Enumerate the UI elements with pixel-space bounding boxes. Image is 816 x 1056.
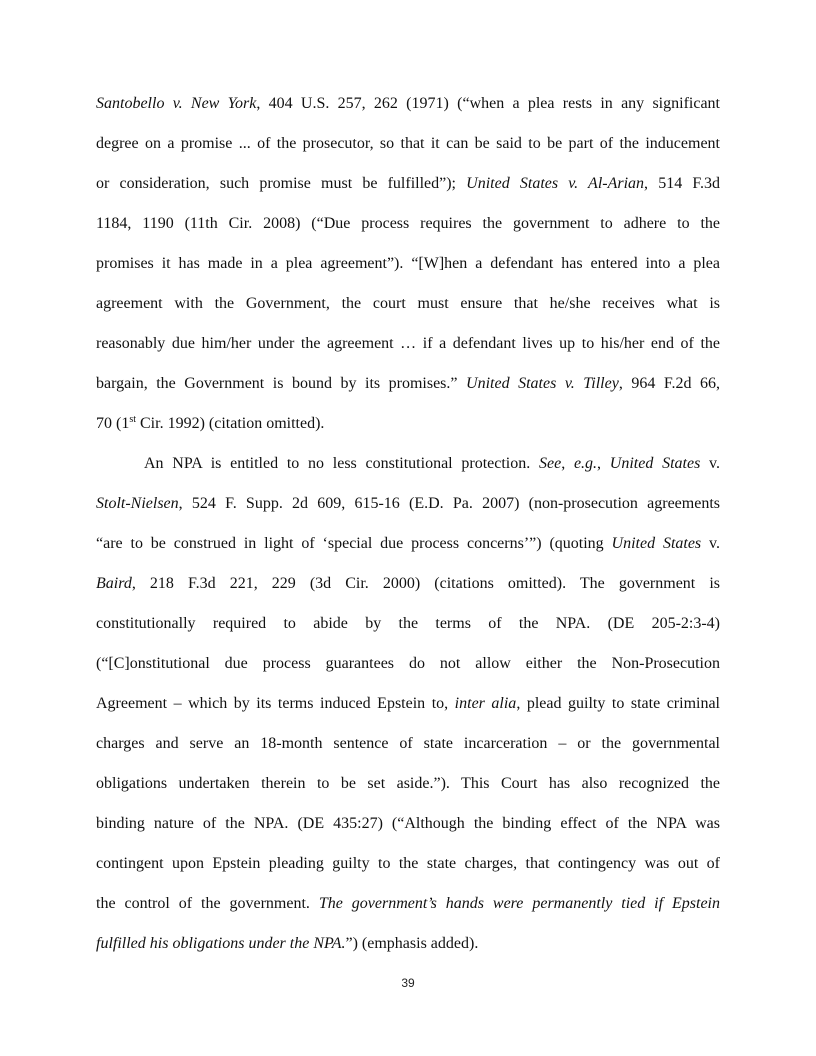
case-citation: United States — [609, 455, 701, 472]
text-segment: , — [561, 455, 574, 472]
text-segment: promises it has made in a plea agreement”). “[W]hen a defendant has entered into a plea — [96, 255, 720, 272]
case-citation: Baird — [96, 575, 132, 592]
text-segment: , 524 F. Supp. 2d 609, 615-16 (E.D. Pa. 2007) (non-prosecution agreements — [178, 495, 720, 512]
text-segment: contingent upon Epstein pleading guilty to the state charges, that contingency was out of — [96, 855, 720, 872]
text-segment: , 514 F.3d — [644, 175, 720, 192]
text-segment: v. — [701, 535, 720, 552]
text-line — [96, 684, 720, 724]
text-segment: charges and serve an 18-month sentence of state incarceration – or the governmental — [96, 735, 720, 752]
text-line — [96, 324, 720, 364]
text-segment: degree on a promise ... of the prosecutor, so that it can be said to be part of the inducement — [96, 135, 720, 152]
text-segment: v. — [700, 455, 721, 472]
text-segment: or consideration, such promise must be fulfilled”); — [96, 175, 467, 192]
text-line — [96, 764, 720, 804]
paragraph-case-law-plea — [96, 84, 720, 444]
text-segment: binding nature of the NPA. (DE 435:27) (“Although the binding effect of the NPA was — [96, 815, 720, 832]
text-line — [96, 844, 720, 884]
text-line — [96, 364, 720, 404]
text-segment: 1184, 1190 (11th Cir. 2008) (“Due process requires the government to adhere to the — [96, 215, 720, 232]
text-segment: , — [597, 455, 610, 472]
text-line — [96, 164, 720, 204]
text-segment: , 218 F.3d 221, 229 (3d Cir. 2000) (citations omitted). The government is — [131, 575, 720, 592]
text-segment: (“[C]onstitutional due process guarantees do not allow either the Non-Prosecution — [96, 655, 720, 672]
case-citation: United States v. Tilley — [466, 375, 619, 392]
signal-word: e.g. — [573, 455, 598, 472]
text-segment: bargain, the Government is bound by its promises.” — [96, 375, 467, 392]
text-segment: 70 (1 — [96, 415, 130, 432]
signal-word: See — [538, 455, 562, 472]
case-citation: United States — [611, 535, 702, 552]
page-number: 39 — [401, 976, 415, 990]
text-segment: the control of the government. — [96, 895, 319, 912]
paragraph-npa-protection — [96, 444, 720, 964]
text-line — [96, 84, 720, 124]
text-segment: , 964 F.2d 66, — [618, 375, 721, 392]
text-line — [96, 564, 720, 604]
text-line — [96, 284, 720, 324]
text-line — [96, 604, 720, 644]
case-citation: United States v. Al-Arian — [466, 175, 645, 192]
text-segment: constitutionally required to abide by the terms of the NPA. (DE 205-2:3-4) — [96, 615, 720, 632]
latin-term: inter alia — [454, 695, 517, 712]
text-line — [96, 244, 720, 284]
text-line — [96, 484, 720, 524]
text-line — [96, 124, 720, 164]
text-segment: reasonably due him/her under the agreement … if a defendant lives up to his/her end of the — [96, 335, 720, 352]
text-line — [96, 644, 720, 684]
text-segment: , plead guilty to state criminal — [516, 695, 721, 712]
text-line — [96, 444, 720, 484]
text-segment: agreement with the Government, the court must ensure that he/she receives what is — [96, 295, 720, 312]
text-line — [96, 524, 720, 564]
case-citation: Santobello v. New York — [96, 95, 257, 112]
text-line — [96, 804, 720, 844]
text-segment: Cir. 1992) (citation omitted). — [136, 415, 325, 432]
ordinal-superscript: st — [129, 414, 136, 425]
text-line — [96, 724, 720, 764]
text-segment: obligations undertaken therein to be set aside.”). This Court has also recognized the — [96, 775, 720, 792]
text-line — [96, 884, 720, 924]
text-segment: ”) (emphasis added). — [345, 935, 479, 952]
document-page — [96, 84, 720, 964]
text-segment: , 404 U.S. 257, 262 (1971) (“when a plea rests in any significant — [256, 95, 720, 112]
emphasized-quote: The government’s hands were permanently tied if Epstein — [318, 895, 720, 912]
text-line — [96, 924, 720, 964]
emphasized-quote: fulfilled his obligations under the NPA. — [96, 935, 346, 952]
text-segment: “are to be construed in light of ‘special due process concerns’”) (quoting — [96, 535, 612, 552]
case-citation: Stolt-Nielsen — [96, 495, 179, 512]
text-segment: An NPA is entitled to no less constitutional protection. — [144, 455, 539, 472]
text-segment: Agreement – which by its terms induced Epstein to, — [96, 695, 455, 712]
text-line — [96, 404, 720, 444]
text-line — [96, 204, 720, 244]
